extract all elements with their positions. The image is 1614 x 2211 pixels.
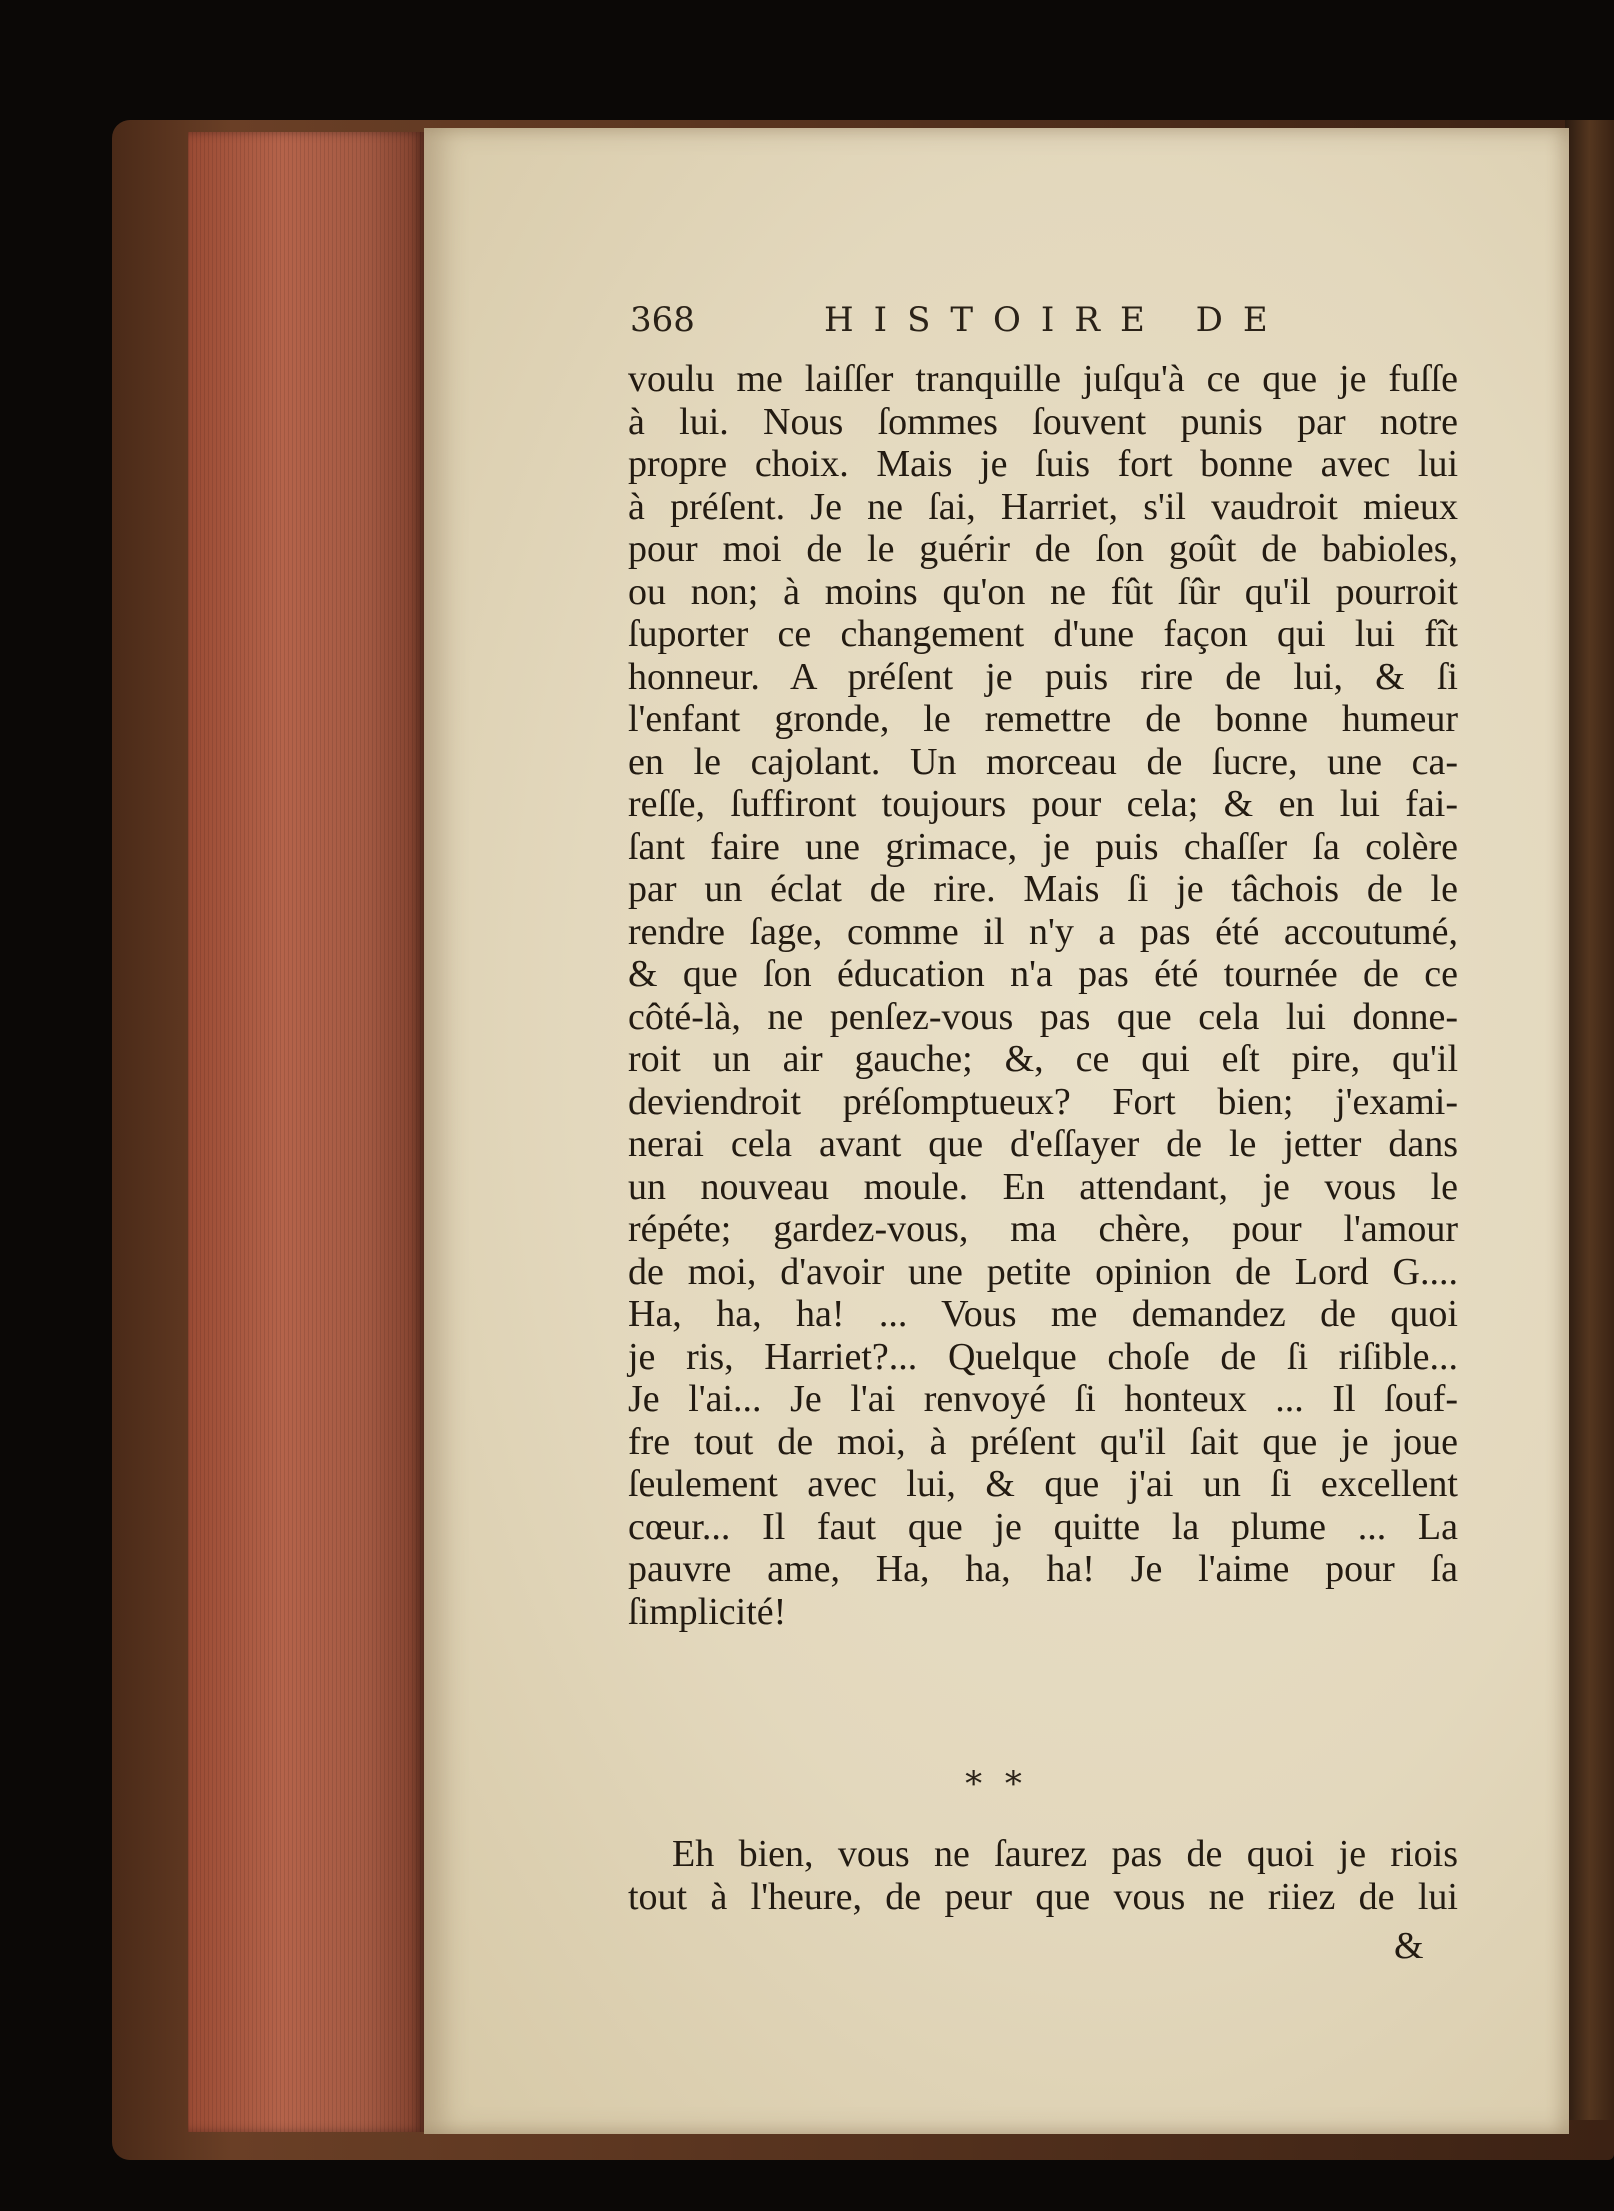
text-line: ſant faire une grimace, je puis chaſſer ſa colère	[628, 825, 1458, 868]
text-line: ſuporter ce changement d'une façon qui lui fît	[628, 613, 1458, 655]
text-line: fre tout de moi, à préſent qu'il ſait que je joue	[628, 1420, 1458, 1463]
text-line: roit un air gauche; &, ce qui eſt pire, qu'il	[628, 1038, 1458, 1080]
text-line: Ha, ha, ha! ... Vous me demandez de quoi	[628, 1293, 1458, 1335]
text-line: nerai cela avant que d'eſſayer de le jetter dans	[628, 1123, 1458, 1165]
text-line: cœur... Il faut que je quitte la plume ... La	[628, 1505, 1458, 1548]
adjacent-page-edge	[1565, 120, 1614, 2120]
section-ornament: * *	[965, 1764, 1028, 1804]
page-number: 368	[630, 300, 695, 340]
text-line: ſeulement avec lui, & que j'ai un ſi excellent	[628, 1463, 1458, 1505]
text-line: en le cajolant. Un morceau de ſucre, une ca-	[628, 740, 1458, 783]
text-line: répéte; gardez-vous, ma chère, pour l'amour	[628, 1208, 1458, 1250]
text-line: par un éclat de rire. Mais ſi je tâchois de le	[628, 868, 1458, 910]
text-line: honneur. A préſent je puis rire de lui, & ſi	[628, 655, 1458, 698]
text-line: côté-là, ne penſez-vous pas que cela lui donne-	[628, 995, 1458, 1038]
main-text	[628, 358, 1458, 1633]
text-line: pauvre ame, Ha, ha, ha! Je l'aime pour ſa	[628, 1548, 1458, 1590]
text-line: tout à l'heure, de peur que vous ne riiez de lui	[628, 1875, 1458, 1918]
text-line: un nouveau moule. En attendant, je vous le	[628, 1165, 1458, 1208]
text-line: ou non; à moins qu'on ne fût ſûr qu'il pourroit	[628, 570, 1458, 613]
text-line: reſſe, ſuffiront toujours pour cela; & en lui fai-	[628, 783, 1458, 825]
book-page	[424, 128, 1569, 2134]
text-line: à préſent. Je ne ſai, Harriet, s'il vaudroit mieux	[628, 485, 1458, 528]
text-line: à lui. Nous ſommes ſouvent punis par notre	[628, 400, 1458, 443]
text-line: & que ſon éducation n'a pas été tournée de ce	[628, 953, 1458, 995]
text-line: l'enfant gronde, le remettre de bonne humeur	[628, 698, 1458, 740]
text-line: Je l'ai... Je l'ai renvoyé ſi honteux ... Il ſouf-	[628, 1378, 1458, 1420]
running-title: HISTOIRE DE	[824, 300, 1288, 340]
text-line: de moi, d'avoir une petite opinion de Lord G....	[628, 1250, 1458, 1293]
next-paragraph	[628, 1833, 1458, 1918]
catchword: &	[1394, 1925, 1424, 1967]
text-line: je ris, Harriet?... Quelque choſe de ſi riſible...	[628, 1335, 1458, 1378]
running-head	[424, 300, 1569, 360]
text-line: voulu me laiſſer tranquille juſqu'à ce que je fuſſe	[628, 358, 1458, 400]
text-line: Eh bien, vous ne ſaurez pas de quoi je riois	[672, 1833, 1458, 1875]
text-line: ſimplicité!	[628, 1590, 787, 1633]
text-line: deviendroit préſomptueux? Fort bien; j'exami-	[628, 1080, 1458, 1123]
page-fore-edge	[188, 132, 424, 2132]
text-line: propre choix. Mais je ſuis fort bonne avec lui	[628, 443, 1458, 485]
text-line: rendre ſage, comme il n'y a pas été accoutumé,	[628, 910, 1458, 953]
text-line: pour moi de le guérir de ſon goût de babioles,	[628, 528, 1458, 570]
